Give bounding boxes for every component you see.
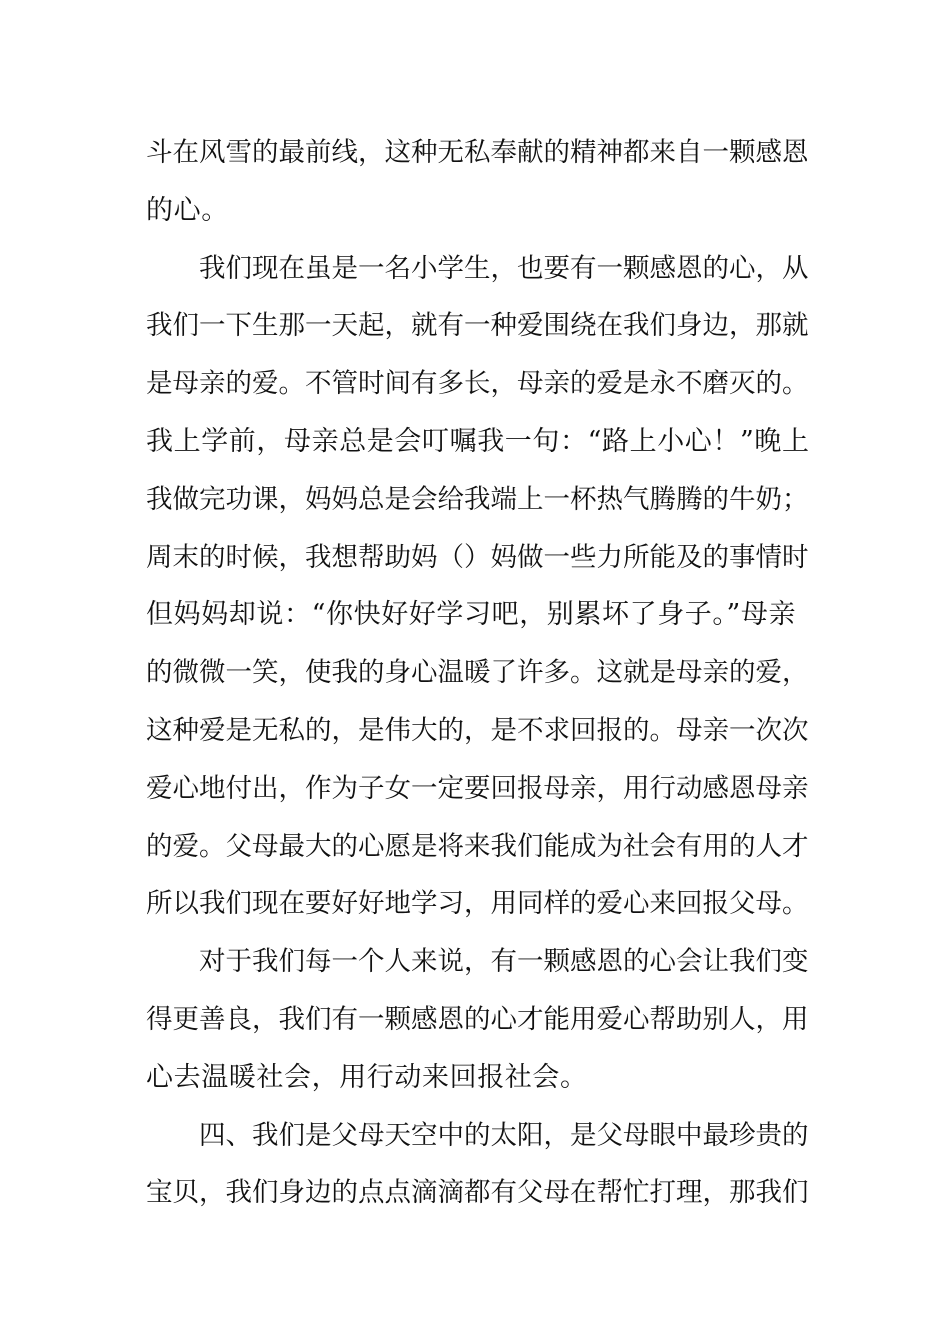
text-line: 我做完功课，妈妈总是会给我端上一杯热气腾腾的牛奶； (146, 484, 809, 515)
paragraph-start-line: 对于我们每一个人来说，有一颗感恩的心会让我们变 (199, 946, 809, 977)
text-line: 但妈妈却说：“你快好好学习吧，别累坏了身子。”母亲 (146, 599, 797, 630)
text-line: 所以我们现在要好好地学习，用同样的爱心来回报父母。 (146, 888, 809, 919)
text-line: 我上学前，母亲总是会叮嘱我一句：“路上小心！”晚上 (146, 426, 810, 457)
text-line: 是母亲的爱。不管时间有多长，母亲的爱是永不磨灭的。 (146, 368, 809, 399)
text-line: 周末的时候，我想帮助妈（）妈做一些力所能及的事情时 (146, 542, 809, 573)
text-line: 的微微一笑，使我的身心温暖了许多。这就是母亲的爱， (146, 657, 809, 688)
text-line: 斗在风雪的最前线，这种无私奉献的精神都来自一颗感恩 (146, 137, 809, 168)
text-line: 宝贝，我们身边的点点滴滴都有父母在帮忙打理，那我们 (146, 1177, 809, 1208)
text-line: 爱心地付出，作为子女一定要回报母亲，用行动感恩母亲 (146, 773, 809, 804)
text-line: 心去温暖社会，用行动来回报社会。 (146, 1062, 588, 1093)
paragraph-start-line: 四、我们是父母天空中的太阳，是父母眼中最珍贵的 (199, 1120, 809, 1151)
text-line: 的心。 (146, 195, 229, 226)
text-line: 我们一下生那一天起，就有一种爱围绕在我们身边，那就 (146, 310, 809, 341)
paragraph-start-line: 我们现在虽是一名小学生，也要有一颗感恩的心，从 (199, 253, 809, 284)
text-line: 的爱。父母最大的心愿是将来我们能成为社会有用的人才 (146, 831, 809, 862)
text-line: 得更善良，我们有一颗感恩的心才能用爱心帮助别人，用 (146, 1004, 809, 1035)
text-line: 这种爱是无私的，是伟大的，是不求回报的。母亲一次次 (146, 715, 809, 746)
